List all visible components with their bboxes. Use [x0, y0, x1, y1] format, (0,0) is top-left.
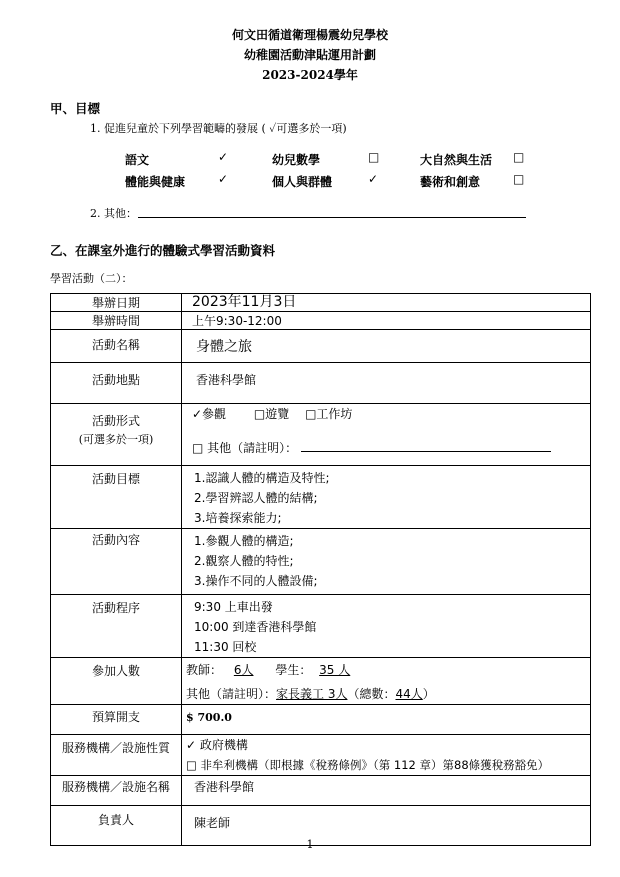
goal-self-society-check[interactable]: ✓	[368, 172, 379, 186]
total-value: 44人	[395, 687, 423, 701]
goal-item-2: 2. 其他：	[90, 207, 137, 220]
other-participants-label: 其他（請註明）：	[186, 687, 277, 701]
goal-math: 幼兒數學	[272, 153, 321, 167]
budget-value: $ 700.0	[182, 705, 591, 735]
goal-language: 語文	[125, 153, 150, 167]
goal-self-society: 個人與群體	[272, 175, 333, 189]
school-name: 何文田循道衛理楊震幼兒學校	[231, 28, 388, 42]
table-row	[51, 294, 591, 312]
procedure-item: 11:30 回校	[194, 640, 257, 654]
name-value: 身體之旅	[182, 330, 591, 363]
total-label: （總數：	[347, 687, 396, 701]
content-item: 2.觀察人體的特性;	[194, 554, 294, 568]
student-label: 學生：	[275, 663, 312, 677]
objective-item: 1.認識人體的構造及特性;	[194, 471, 330, 485]
school-year: 2023-2024學年	[262, 68, 358, 82]
form-label: 活動形式	[91, 414, 140, 428]
table-row	[51, 466, 591, 529]
table-row	[51, 735, 591, 776]
provider-type-government[interactable]: ✓ 政府機構	[186, 738, 248, 752]
activity-subtitle: 學習活動（二）：	[50, 272, 133, 285]
form-other-line[interactable]	[301, 451, 551, 452]
form-sublabel: (可選多於一項)	[78, 433, 154, 446]
person-value: 陳老師	[182, 806, 591, 846]
table-row	[51, 529, 591, 595]
objective-item: 2.學習辨認人體的結構;	[194, 491, 318, 505]
content-item: 3.操作不同的人體設備;	[194, 574, 318, 588]
teacher-label: 教師：	[186, 663, 223, 677]
budget-label: 預算開支	[51, 705, 182, 735]
section-a-title: 甲、目標	[50, 101, 101, 116]
table-row	[51, 363, 591, 404]
procedure-item: 9:30 上車出發	[194, 600, 273, 614]
goal-arts: 藝術和創意	[420, 175, 481, 189]
date-label: 舉辦日期	[51, 294, 182, 312]
plan-title: 幼稚園活動津貼運用計劃	[243, 48, 376, 62]
goal-arts-check[interactable]: □	[513, 172, 525, 186]
form-option-workshop[interactable]: □工作坊	[305, 407, 353, 421]
goal-language-check[interactable]: ✓	[218, 150, 229, 164]
date-value: 2023年11月3日	[182, 294, 591, 312]
teacher-count: 6人	[233, 663, 254, 677]
form-option-other[interactable]: □ 其他（請註明）：	[192, 441, 298, 455]
form-option-tour[interactable]: □遊覽	[253, 407, 290, 421]
goal-nature: 大自然與生活	[420, 153, 493, 167]
table-row	[51, 776, 591, 806]
content-label: 活動內容	[51, 529, 182, 595]
provider-name-value: 香港科學館	[182, 776, 591, 806]
total-close: ）	[422, 687, 435, 701]
table-row	[51, 312, 591, 330]
venue-value: 香港科學館	[182, 363, 591, 404]
objective-label: 活動目標	[51, 466, 182, 529]
procedure-label: 活動程序	[51, 595, 182, 658]
objective-item: 3.培養探索能力;	[194, 511, 282, 525]
form-option-visit[interactable]: ✓參觀	[192, 407, 227, 421]
student-count: 35 人	[319, 663, 351, 677]
table-row	[51, 330, 591, 363]
goal-physical: 體能與健康	[125, 175, 186, 189]
time-label: 舉辦時間	[51, 312, 182, 330]
goal-nature-check[interactable]: □	[513, 150, 525, 164]
table-row	[51, 595, 591, 658]
time-value: 上午9:30-12:00	[182, 312, 591, 330]
venue-label: 活動地點	[51, 363, 182, 404]
table-row	[51, 658, 591, 705]
person-label: 負責人	[51, 806, 182, 846]
activity-table	[50, 293, 591, 846]
table-row	[51, 404, 591, 466]
procedure-item: 10:00 到達香港科學館	[194, 620, 317, 634]
other-goal-line[interactable]	[138, 217, 526, 218]
table-row	[51, 705, 591, 735]
provider-name-label: 服務機構／設施名稱	[51, 776, 182, 806]
page-number: 1	[306, 838, 314, 851]
content-item: 1.參觀人體的構造;	[194, 534, 294, 548]
goal-physical-check[interactable]: ✓	[218, 172, 229, 186]
provider-type-label: 服務機構／設施性質	[51, 735, 182, 776]
name-label: 活動名稱	[51, 330, 182, 363]
goal-item-1: 1. 促進兒童於下列學習範疇的發展 ( ✓可選多於一項)	[90, 122, 347, 135]
provider-type-nonprofit[interactable]: □ 非牟利機構（即根據《稅務條例》（第 112 章）第88條獲稅務豁免）	[186, 758, 550, 772]
section-b-title: 乙、在課室外進行的體驗式學習活動資料	[50, 243, 276, 258]
participants-label: 參加人數	[51, 658, 182, 705]
other-participants-value: 家長義工 3人	[276, 687, 348, 701]
goal-math-check[interactable]: □	[368, 150, 380, 164]
